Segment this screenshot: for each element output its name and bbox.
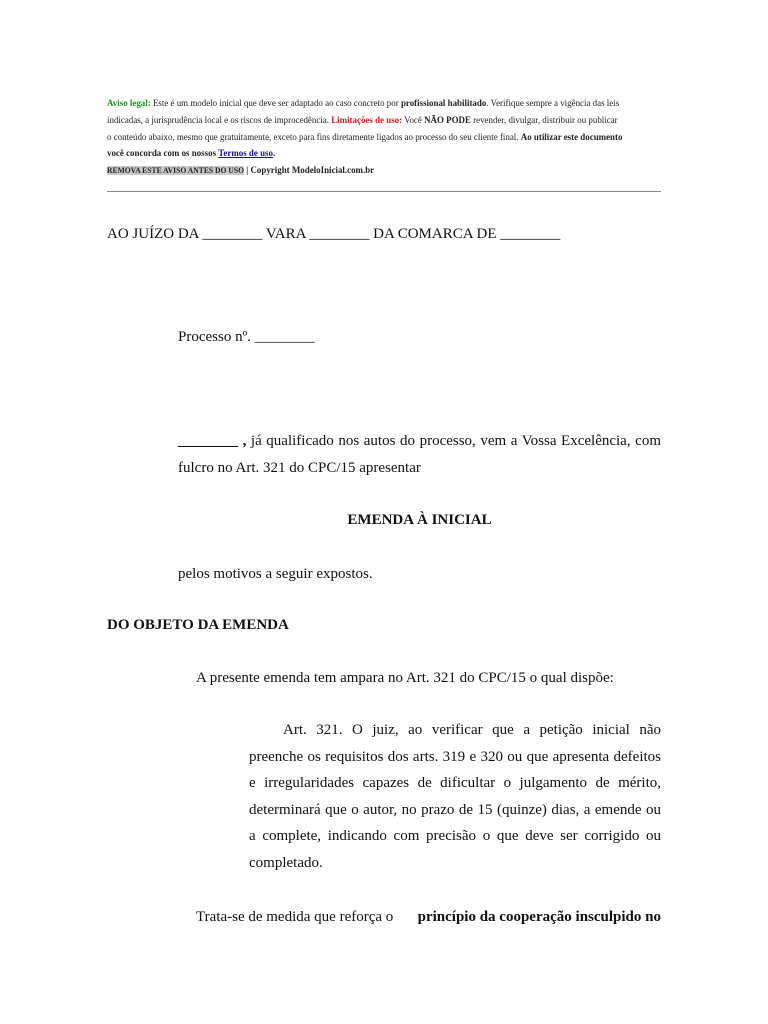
disclaimer-label: Aviso legal: <box>107 98 151 109</box>
section-heading: DO OBJETO DA EMENDA <box>107 617 289 633</box>
reasons-line: pelos motivos a seguir expostos. <box>178 566 373 582</box>
remove-notice: REMOVA ESTE AVISO ANTES DO USO <box>107 166 245 176</box>
process-number: Processo nº. ________ <box>178 329 315 345</box>
legal-disclaimer: Aviso legal: Este é um modelo inicial que deve ser adaptado ao caso concreto por profissional habilitado. Verifique sempre a vigência das leis indicadas, a jurisprudência local e os riscos de improcedência. Limitações de uso: Você NÃO PODE revender, divulgar, distribuir ou publicar o conteúdo abaixo, mesmo que gratuitamente, exceto para fins diretamente ligados ao processo do seu cliente final. Ao utilizar este documento você concorda com os nossos Termos de uso. REMOVA ESTE AVISO ANTES DO USO | Copyright ModeloInicial.com.br <box>107 98 623 177</box>
intro-paragraph: ________ , já qualificado nos autos do processo, vem a Vossa Excelência, com fulcro no Art. 321 do CPC/15 apresentar <box>178 433 661 476</box>
divider <box>107 191 661 192</box>
paragraph-2: Trata-se de medida que reforça o princípio da cooperação insculpido no <box>196 909 661 925</box>
terms-link[interactable]: Termos de uso <box>218 148 273 160</box>
copyright: | Copyright ModeloInicial.com.br <box>244 165 375 177</box>
document-title: EMENDA À INICIAL <box>347 512 492 528</box>
article-quote: Art. 321. O juiz, ao verificar que a petição inicial não preenche os requisitos dos arts. 319 e 320 ou que apresenta defeitos e irregularidades capazes de dificultar o julgamento de mérito, determinará que o autor, no prazo de 15 (quinze) dias, a emende ou a complete, indicando com precisão o que deve ser corrigido ou completado. <box>249 722 661 871</box>
paragraph-1: A presente emenda tem ampara no Art. 321 do CPC/15 o qual dispõe: <box>196 670 614 686</box>
court-heading: AO JUÍZO DA ________ VARA ________ DA COMARCA DE ________ <box>107 226 561 242</box>
limits-label: Limitações de uso: <box>331 114 403 126</box>
